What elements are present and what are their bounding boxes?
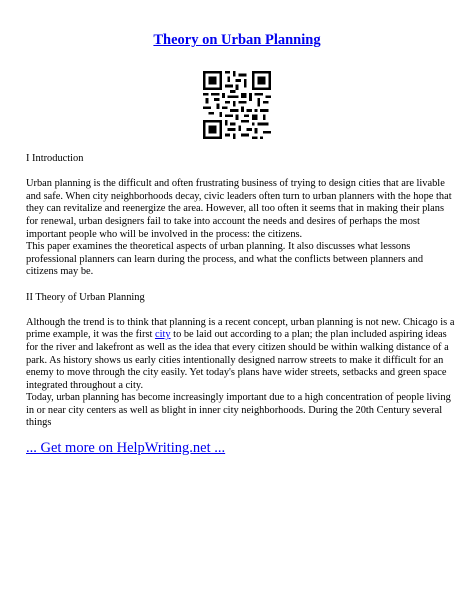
paragraph-text: This paper examines the theoretical aspects of urban planning. It also discusses what lessons professional planners can learn during the process, and what the conflicts between planners and citizens may be. [26,241,424,278]
paragraph-text: Urban planning is the difficult and often frustrating business of trying to design cities that are livable and safe. When city neighborhoods decay, civic leaders often turn to urban planners with the hope that they can revitalize and reenergize the area. However, all too often it seems that in making their plans for renewal, urban designers fail to take into account the needs and desires of perhaps the most important people who will be involved in the process: the citizens. [26,178,452,240]
spacer [26,279,456,292]
city-link[interactable]: city [154,329,171,341]
section-heading-introduction: I Introduction [26,153,84,164]
paragraph [26,178,456,279]
document-body [26,153,456,443]
document-title-link[interactable]: Theory on Urban Planning [153,32,321,48]
qr-code-icon [203,71,271,139]
paragraph-text: to be laid out according to a plan; the plan included aspiring ideas for the river and lakefront as well as the idea that every citizen should be within walking distance of a park. As history shows us early cities intentionally designed narrow streets to make it difficult for an enemy to move through the city easily. Yet today's plans have wider streets, setbacks and green space integrated throughout a city. [26,329,449,391]
paragraph-text: Although the trend is to think that planning is a recent concept, urban planning is not new. Chicago is a prime example, it was the first [26,316,455,341]
paragraph-text: Today, urban planning has become increasingly important due to a high concentration of people living in or near city centers as well as blight in inner city neighborhoods. During the 20th Century several things [26,392,451,429]
section-heading-theory: II Theory of Urban Planning [26,291,145,303]
get-more-link[interactable]: ... Get more on HelpWriting.net ... [26,440,226,456]
paragraph [26,317,456,430]
